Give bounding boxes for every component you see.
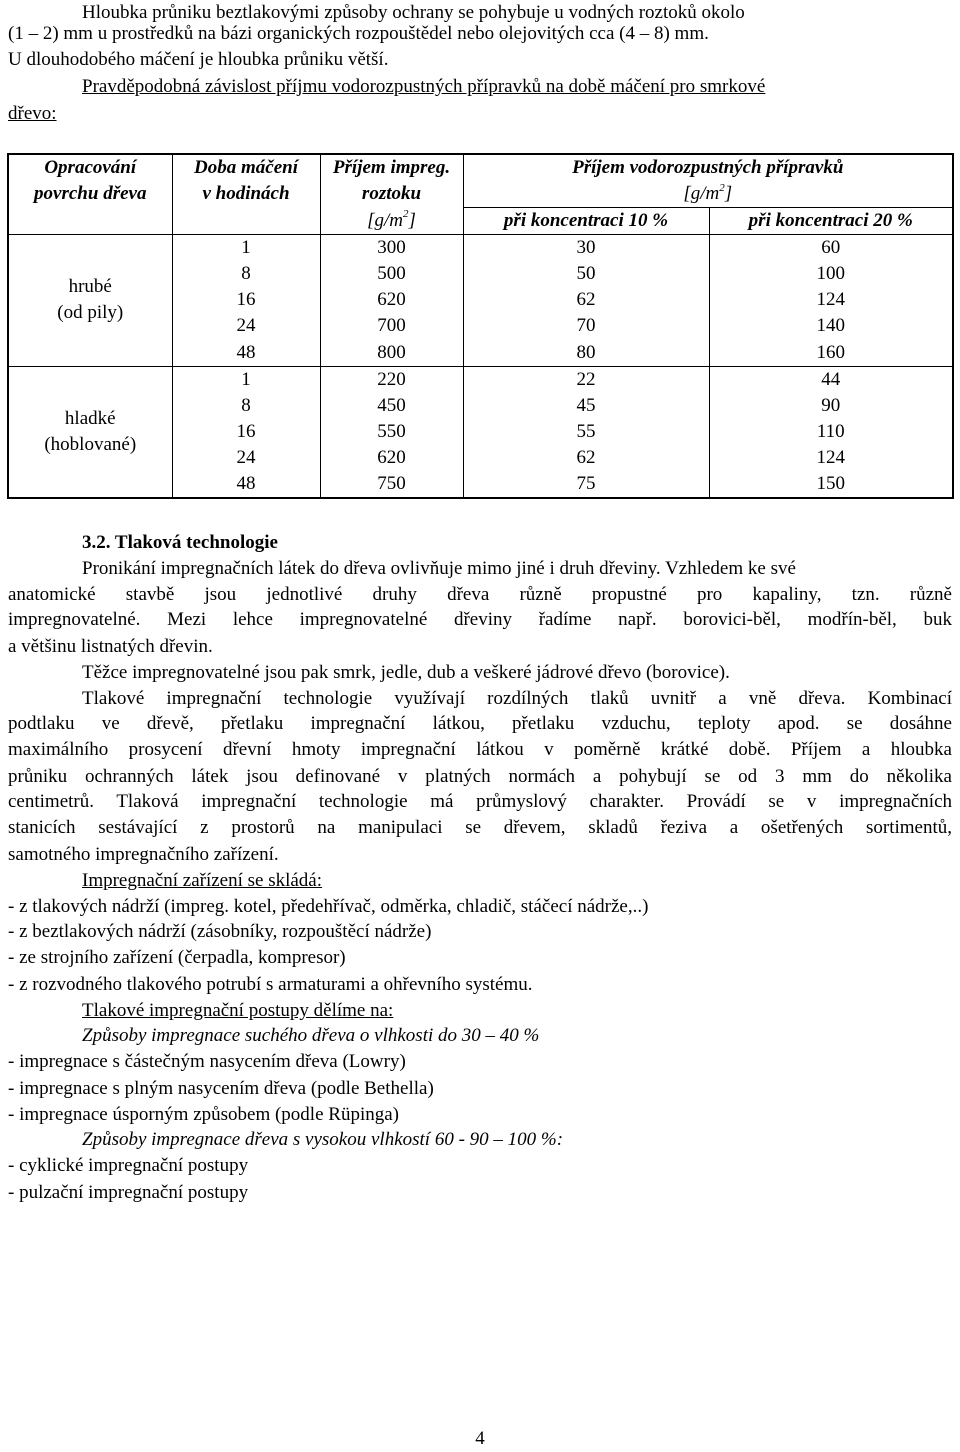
table-row	[8, 235, 953, 262]
cell-c10: 45	[463, 393, 709, 419]
cell-uptake: 800	[320, 339, 463, 366]
cell-uptake: 500	[320, 261, 463, 287]
dry-method-item: - impregnace s plným nasycením dřeva (podle Bethella)	[8, 1078, 434, 1099]
cell-c10: 70	[463, 313, 709, 339]
cell-uptake: 620	[320, 445, 463, 471]
cell-uptake: 450	[320, 393, 463, 419]
cell-time: 24	[172, 313, 320, 339]
header-uptake-unit: $[g/m^2]$	[320, 208, 463, 235]
wet-method-item: - cyklické impregnační postupy	[8, 1155, 249, 1176]
cell-uptake: 300	[320, 235, 463, 262]
header-conc-20: při koncentraci 20 %	[709, 208, 953, 235]
cell-c10: 50	[463, 261, 709, 287]
paragraph-3-line-5: centimetrů. Tlaková impregnační technologie má průmyslový charakter. Provádí se v impregnačních	[8, 791, 952, 812]
paragraph-1-line-4: a většinu listnatých dřevin.	[8, 636, 213, 657]
cell-c20: 124	[709, 287, 953, 313]
cell-c10: 22	[463, 366, 709, 393]
equipment-item: - z tlakových nádrží (impreg. kotel, předehřívač, odměrka, chladič, stáčecí nádrže,..)	[8, 896, 649, 917]
uptake-table	[7, 153, 954, 499]
cell-uptake: 550	[320, 419, 463, 445]
cell-c20: 160	[709, 339, 953, 366]
cell-c10: 75	[463, 471, 709, 498]
paragraph-3-line-7: samotného impregnačního zařízení.	[8, 844, 279, 865]
equipment-item: - ze strojního zařízení (čerpadla, kompresor)	[8, 947, 346, 968]
cell-uptake: 620	[320, 287, 463, 313]
equipment-heading: Impregnační zařízení se skládá:	[82, 870, 323, 891]
header-uptake: Příjem impreg. roztoku	[320, 154, 463, 208]
cell-c20: 60	[709, 235, 953, 262]
paragraph-3-line-3: maximálního prosycení dřevní hmoty impregnační látkou v poměrně krátké době. Příjem a hloubka	[8, 739, 952, 760]
paragraph-1-line-3: impregnovatelné. Mezi lehce impregnovatelné dřeviny řadíme např. borovici-běl, modřín-běl, buk	[8, 609, 952, 630]
header-conc-10: při koncentraci 10 %	[463, 208, 709, 235]
paragraph-3-line-1: Tlakové impregnační technologie využívají rozdílných tlaků uvnitř a vně dřeva. Kombinací	[82, 688, 952, 709]
cell-time: 48	[172, 339, 320, 366]
table-caption-line-1: Pravděpodobná závislost příjmu vodorozpustných přípravků na době máčení pro smrkové	[82, 76, 766, 97]
section-heading: 3.2. Tlaková technologie	[82, 532, 278, 553]
cell-uptake: 220	[320, 366, 463, 393]
dry-method-item: - impregnace úsporným způsobem (podle Rüpinga)	[8, 1104, 399, 1125]
wet-wood-heading: Způsoby impregnace dřeva s vysokou vlhkostí 60 - 90 – 100 %:	[82, 1129, 564, 1150]
cell-c20: 100	[709, 261, 953, 287]
cell-time: 8	[172, 393, 320, 419]
cell-c20: 140	[709, 313, 953, 339]
cell-c10: 30	[463, 235, 709, 262]
cell-c10: 80	[463, 339, 709, 366]
surface-group-label: hladké (hoblované)	[8, 366, 172, 498]
cell-time: 16	[172, 419, 320, 445]
cell-time: 1	[172, 235, 320, 262]
cell-time: 1	[172, 366, 320, 393]
cell-time: 8	[172, 261, 320, 287]
paragraph-1-line-2: anatomické stavbě jsou jednotlivé druhy dřeva různě propustné pro kapaliny, tzn. různě	[8, 584, 952, 605]
cell-c20: 124	[709, 445, 953, 471]
cell-c20: 110	[709, 419, 953, 445]
cell-time: 24	[172, 445, 320, 471]
wet-method-item: - pulzační impregnační postupy	[8, 1182, 249, 1203]
cell-c10: 62	[463, 287, 709, 313]
surface-group-label: hrubé (od pily)	[8, 235, 172, 366]
cell-c20: 90	[709, 393, 953, 419]
dry-wood-heading: Způsoby impregnace suchého dřeva o vlhkosti do 30 – 40 %	[82, 1025, 540, 1046]
paragraph-2: Těžce impregnovatelné jsou pak smrk, jedle, dub a veškeré jádrové dřevo (borovice).	[82, 662, 730, 683]
cell-time: 16	[172, 287, 320, 313]
table-row	[8, 366, 953, 393]
header-water: Příjem vodorozpustných přípravků	[463, 154, 953, 181]
equipment-item: - z beztlakových nádrží (zásobníky, rozpouštěcí nádrže)	[8, 921, 432, 942]
cell-c10: 55	[463, 419, 709, 445]
intro-line-2: (1 – 2) mm u prostředků na bázi organických rozpouštědel nebo olejovitých cca (4 – 8) mm.	[8, 23, 709, 44]
header-water-unit: $[g/m^2]$	[463, 181, 953, 208]
page-number: 4	[475, 1428, 485, 1449]
paragraph-3-line-2: podtlaku ve dřevě, přetlaku impregnační látkou, přetlaku vzduchu, teploty apod. se dosáhne	[8, 713, 952, 734]
table-caption-line-2: dřevo:	[8, 103, 57, 124]
header-time: Doba máčení v hodinách	[172, 154, 320, 235]
cell-c10: 62	[463, 445, 709, 471]
header-surface: Opracování povrchu dřeva	[8, 154, 172, 235]
intro-line-3: U dlouhodobého máčení je hloubka průniku větší.	[8, 49, 389, 70]
intro-line-1: Hloubka průniku beztlakovými způsoby ochrany se pohybuje u vodných roztoků okolo	[82, 2, 745, 23]
cell-c20: 150	[709, 471, 953, 498]
paragraph-3-line-6: stanicích sestávající z prostorů na manipulaci se dřevem, skladů řeziva a ošetřených sortimentů,	[8, 817, 952, 838]
paragraph-1-line-1: Pronikání impregnačních látek do dřeva ovlivňuje mimo jiné i druh dřeviny. Vzhledem ke své	[82, 558, 796, 579]
procedures-heading: Tlakové impregnační postupy dělíme na:	[82, 1000, 394, 1021]
equipment-item: - z rozvodného tlakového potrubí s armaturami a ohřevního systému.	[8, 974, 533, 995]
paragraph-3-line-4: průniku ochranných látek jsou definované v platných normách a pohybují se od 3 mm do několika	[8, 766, 952, 787]
cell-uptake: 750	[320, 471, 463, 498]
cell-c20: 44	[709, 366, 953, 393]
cell-time: 48	[172, 471, 320, 498]
cell-uptake: 700	[320, 313, 463, 339]
dry-method-item: - impregnace s částečným nasycením dřeva (Lowry)	[8, 1051, 406, 1072]
